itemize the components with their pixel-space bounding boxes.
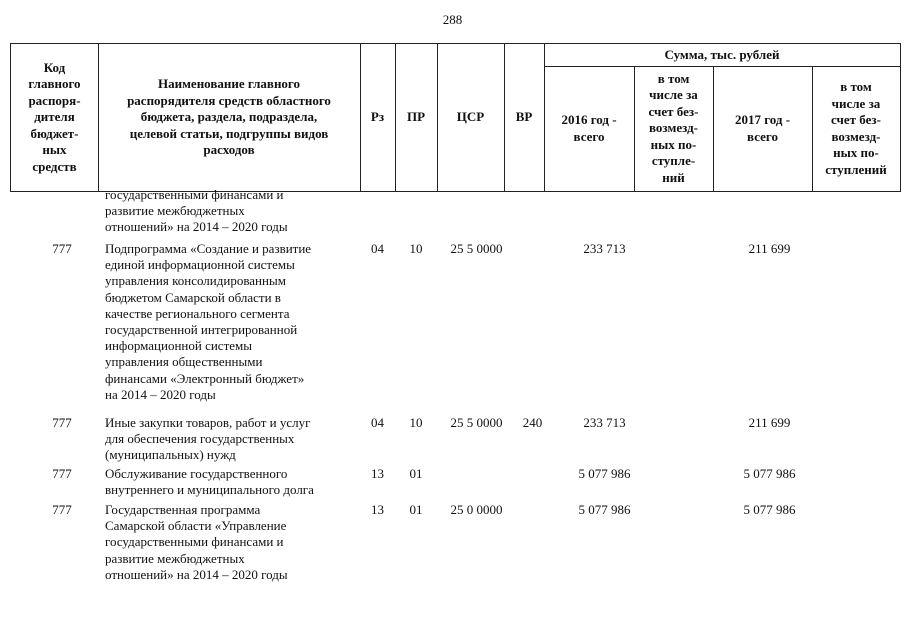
row-rz: 13 bbox=[371, 466, 384, 481]
row-rz: 04 bbox=[371, 415, 384, 430]
row-code: 777 bbox=[52, 241, 72, 256]
row-rz: 04 bbox=[371, 241, 384, 256]
header-free-2017 bbox=[812, 66, 900, 191]
header-rz-text: Рз bbox=[370, 109, 385, 125]
row-total-2016: 233 713 bbox=[583, 241, 626, 256]
header-free-2017-text: в том числе за счет без- возмезд- ных по- ступлений bbox=[825, 79, 887, 177]
row-pr: 01 bbox=[409, 466, 423, 481]
header-total-2017 bbox=[713, 66, 812, 191]
header-csr bbox=[437, 44, 504, 191]
header-name bbox=[98, 44, 360, 191]
header-free-2016-text: в том числе за счет без- возмезд- ных по- ступле- ний bbox=[648, 70, 699, 185]
header-name-text: Наименование главного распорядителя средств областного бюджета, раздела, подраздела, целевой статьи, подгруппы видов расходов bbox=[127, 76, 331, 158]
row-code: 777 bbox=[52, 466, 72, 481]
row-pr: 10 bbox=[409, 241, 423, 256]
row-name: государственными финансами и развитие межбюджетных отношений» на 2014 – 2020 годы bbox=[105, 187, 288, 235]
header-total-2016-text: 2016 год - всего bbox=[561, 112, 617, 144]
row-pr: 10 bbox=[409, 415, 423, 430]
row-total-2017: 211 699 bbox=[748, 415, 791, 430]
header-vr bbox=[504, 44, 544, 191]
row-rz: 13 bbox=[371, 502, 384, 517]
row-csr: 25 0 0000 bbox=[450, 502, 503, 517]
header-code-text: Код главного распоря- дителя бюджет- ных средств bbox=[28, 59, 81, 174]
table-body bbox=[10, 187, 899, 630]
row-total-2017: 5 077 986 bbox=[743, 502, 796, 517]
page-number: 288 bbox=[442, 12, 463, 27]
row-total-2017: 211 699 bbox=[748, 241, 791, 256]
header-rz bbox=[360, 44, 395, 191]
row-name: Подпрограмма «Создание и развитие единой информационной системы управления консолидированным бюджетом Самарской области в качестве регионального сегмента государственной интегрированной информационной системы управления общественными финансами «Электронный бюджет» на 2014 – 2020 годы bbox=[105, 241, 312, 402]
row-total-2016: 5 077 986 bbox=[578, 466, 631, 481]
row-total-2017: 5 077 986 bbox=[743, 466, 796, 481]
row-csr: 25 5 0000 bbox=[450, 241, 503, 256]
table-header bbox=[10, 43, 901, 192]
row-csr: 25 5 0000 bbox=[450, 415, 503, 430]
row-code: 777 bbox=[52, 502, 72, 517]
header-code bbox=[11, 44, 98, 191]
row-vr: 240 bbox=[522, 415, 543, 430]
header-sum-text: Сумма, тыс. рублей bbox=[664, 46, 780, 62]
header-free-2016 bbox=[634, 66, 713, 191]
header-pr bbox=[395, 44, 437, 191]
header-total-2017-text: 2017 год - всего bbox=[734, 112, 791, 144]
row-total-2016: 5 077 986 bbox=[578, 502, 631, 517]
row-name: Иные закупки товаров, работ и услуг для обеспечения государственных (муниципальных) нужд bbox=[105, 415, 311, 463]
header-vr-text: ВР bbox=[515, 109, 533, 125]
header-total-2016 bbox=[544, 66, 634, 191]
row-pr: 01 bbox=[409, 502, 423, 517]
row-code: 777 bbox=[52, 415, 72, 430]
row-total-2016: 233 713 bbox=[583, 415, 626, 430]
header-pr-text: ПР bbox=[406, 109, 426, 125]
header-sum bbox=[544, 44, 900, 66]
header-csr-text: ЦСР bbox=[456, 109, 485, 125]
row-name: Обслуживание государственного внутреннего и муниципального долга bbox=[105, 466, 314, 498]
row-name: Государственная программа Самарской области «Управление государственными финансами и развитие межбюджетных отношений» на 2014 – 2020 годы bbox=[105, 502, 288, 582]
